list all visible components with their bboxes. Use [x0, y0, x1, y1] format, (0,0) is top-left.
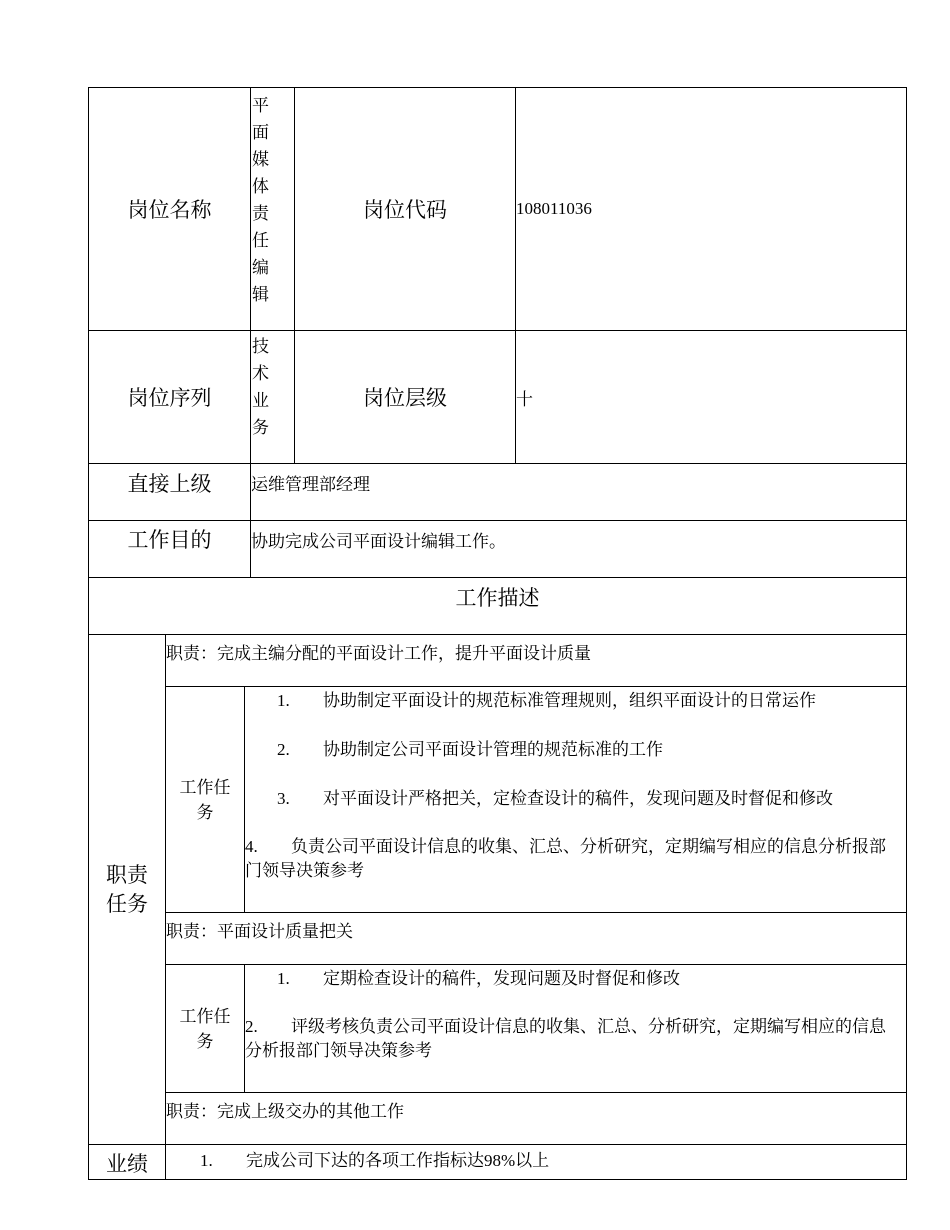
- description-title: 工作描述: [88, 578, 907, 635]
- duty-1: 职责：完成主编分配的平面设计工作，提升平面设计质量: [166, 635, 907, 687]
- performance-item: 1. 完成公司下达的各项工作指标达98%以上: [200, 1151, 550, 1170]
- duty-3: 职责：完成上级交办的其他工作: [166, 1093, 907, 1145]
- post-sequence-value: 技术业务: [251, 331, 295, 464]
- task-item: 3. 对平面设计严格把关，定检查设计的稿件，发现问题及时督促和修改: [277, 789, 833, 808]
- purpose-value: 协助完成公司平面设计编辑工作。: [251, 521, 907, 578]
- task-label-1: 工作任务: [166, 687, 245, 913]
- task-item: 2. 评级考核负责公司平面设计信息的收集、汇总、分析研究，定期编写相应的信息分析报部门领导决策参考: [245, 1017, 886, 1060]
- task-item: 1. 定期检查设计的稿件，发现问题及时督促和修改: [277, 969, 680, 988]
- post-name-value: 平面媒体责任编辑: [251, 87, 295, 331]
- task-item: 2. 协助制定公司平面设计管理的规范标准的工作: [277, 740, 663, 759]
- post-level-label: 岗位层级: [295, 331, 516, 464]
- duty-2: 职责：平面设计质量把关: [166, 913, 907, 965]
- task-list-2: [245, 965, 907, 1093]
- performance-list: [166, 1145, 907, 1180]
- post-code-value: 108011036: [516, 87, 907, 331]
- task-item: 4. 负责公司平面设计信息的收集、汇总、分析研究，定期编写相应的信息分析报部门领导决策参考: [245, 837, 886, 880]
- purpose-label: 工作目的: [88, 521, 251, 578]
- superior-label: 直接上级: [88, 464, 251, 521]
- post-name-label: 岗位名称: [88, 87, 251, 331]
- post-code-label: 岗位代码: [295, 87, 516, 331]
- task-item: 1. 协助制定平面设计的规范标准管理规则，组织平面设计的日常运作: [277, 691, 816, 710]
- performance-label: 业绩: [88, 1145, 166, 1180]
- post-level-value: 十: [516, 331, 907, 464]
- task-label-2: 工作任务: [166, 965, 245, 1093]
- post-sequence-label: 岗位序列: [88, 331, 251, 464]
- duties-label: 职责任务: [88, 635, 166, 1145]
- task-list-1: [245, 687, 907, 913]
- superior-value: 运维管理部经理: [251, 464, 907, 521]
